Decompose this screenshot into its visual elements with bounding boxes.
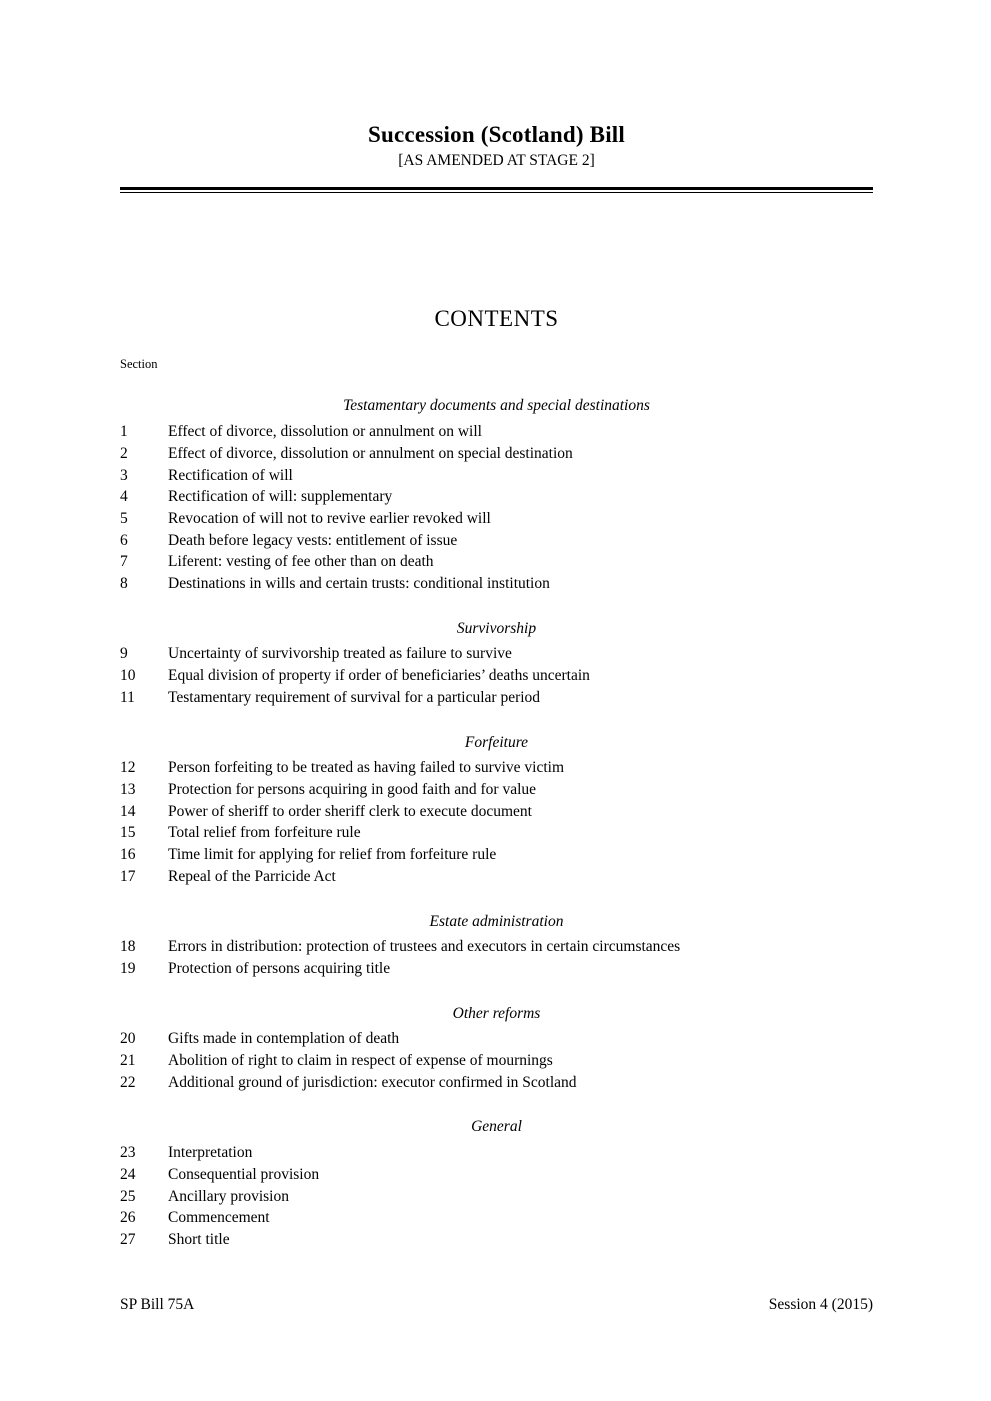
item-title: Power of sheriff to order sheriff clerk to execute document — [168, 802, 532, 820]
footer-session: Session 4 (2015) — [768, 1296, 873, 1313]
section-label: Section — [120, 357, 158, 372]
item-title: Additional ground of jurisdiction: executor confirmed in Scotland — [168, 1073, 577, 1091]
page-footer — [120, 1296, 873, 1315]
item-title: Errors in distribution: protection of trustees and executors in certain circumstances — [168, 938, 681, 956]
item-number: 21 — [120, 1052, 136, 1070]
table-row — [120, 508, 873, 530]
item-title: Interpretation — [168, 1144, 253, 1162]
item-number: 2 — [120, 444, 128, 462]
page-content — [120, 0, 873, 1251]
item-title: Protection for persons acquiring in good faith and for value — [168, 780, 537, 798]
table-row — [120, 443, 873, 465]
item-title: Commencement — [168, 1209, 270, 1227]
table-row — [120, 1072, 873, 1094]
item-number: 22 — [120, 1073, 136, 1091]
item-title: Abolition of right to claim in respect of expense of mournings — [168, 1052, 553, 1070]
item-number: 5 — [120, 509, 128, 527]
table-row — [120, 866, 873, 888]
item-title: Total relief from forfeiture rule — [168, 824, 361, 842]
table-row — [120, 1207, 873, 1229]
item-title: Repeal of the Parricide Act — [168, 867, 336, 885]
item-number: 6 — [120, 531, 128, 549]
group-heading: Testamentary documents and special destinations — [343, 397, 650, 415]
page-subtitle: [AS AMENDED AT STAGE 2] — [398, 151, 595, 169]
item-title: Person forfeiting to be treated as having failed to survive victim — [168, 759, 564, 777]
toc-group-estate-administration — [120, 911, 873, 980]
page-title: Succession (Scotland) Bill — [368, 122, 625, 147]
table-row — [120, 530, 873, 552]
item-number: 4 — [120, 488, 128, 506]
group-heading: Estate administration — [429, 912, 564, 930]
item-number: 12 — [120, 759, 136, 777]
item-number: 8 — [120, 575, 128, 593]
item-title: Testamentary requirement of survival for a particular period — [168, 688, 541, 706]
item-number: 18 — [120, 938, 136, 956]
item-number: 10 — [120, 667, 136, 685]
header-divider — [120, 187, 873, 193]
item-title: Effect of divorce, dissolution or annulment on will — [168, 423, 482, 441]
item-title: Revocation of will not to revive earlier revoked will — [168, 509, 491, 527]
item-number: 9 — [120, 645, 128, 663]
item-title: Time limit for applying for relief from forfeiture rule — [168, 846, 497, 864]
divider-thin-line — [120, 192, 873, 193]
item-number: 7 — [120, 553, 128, 571]
item-title: Consequential provision — [168, 1165, 320, 1183]
table-row — [120, 643, 873, 665]
item-number: 1 — [120, 423, 128, 441]
toc-group-other-reforms — [120, 1003, 873, 1094]
table-row — [120, 1164, 873, 1186]
table-row — [120, 665, 873, 687]
item-number: 23 — [120, 1144, 136, 1162]
table-row — [120, 936, 873, 958]
table-row — [120, 1028, 873, 1050]
item-number: 13 — [120, 780, 136, 798]
table-row — [120, 1186, 873, 1208]
item-number: 19 — [120, 959, 136, 977]
table-row — [120, 958, 873, 980]
item-number: 20 — [120, 1030, 136, 1048]
table-row — [120, 1050, 873, 1072]
contents-heading: CONTENTS — [434, 305, 559, 331]
table-row — [120, 801, 873, 823]
toc-group-survivorship — [120, 618, 873, 709]
item-number: 27 — [120, 1230, 136, 1248]
document-header — [120, 0, 873, 193]
table-row — [120, 1229, 873, 1251]
toc-group-general — [120, 1116, 873, 1250]
footer-bill-number: SP Bill 75A — [120, 1296, 195, 1313]
item-title: Short title — [168, 1230, 230, 1248]
item-number: 14 — [120, 802, 136, 820]
item-number: 15 — [120, 824, 136, 842]
group-heading: Forfeiture — [464, 733, 529, 751]
table-row — [120, 573, 873, 595]
item-title: Ancillary provision — [168, 1187, 289, 1205]
item-number: 26 — [120, 1209, 136, 1227]
item-title: Liferent: vesting of fee other than on death — [168, 553, 434, 571]
group-heading: Survivorship — [456, 619, 537, 637]
item-title: Rectification of will — [168, 466, 293, 484]
group-heading: Other reforms — [452, 1004, 541, 1022]
table-row — [120, 757, 873, 779]
item-title: Death before legacy vests: entitlement of issue — [168, 531, 458, 549]
table-row — [120, 421, 873, 443]
table-row — [120, 486, 873, 508]
item-number: 11 — [120, 688, 135, 706]
table-row — [120, 822, 873, 844]
table-row — [120, 465, 873, 487]
item-title: Gifts made in contemplation of death — [168, 1030, 400, 1048]
toc-group-forfeiture — [120, 732, 873, 888]
group-heading: General — [471, 1118, 522, 1136]
item-title: Destinations in wills and certain trusts: conditional institution — [168, 575, 550, 593]
item-title: Rectification of will: supplementary — [168, 488, 393, 506]
table-row — [120, 1142, 873, 1164]
item-number: 3 — [120, 466, 128, 484]
toc-group-testamentary — [120, 395, 873, 594]
item-number: 16 — [120, 846, 136, 864]
divider-thick-line — [120, 187, 873, 190]
item-number: 24 — [120, 1165, 136, 1183]
item-title: Protection of persons acquiring title — [168, 959, 391, 977]
item-number: 25 — [120, 1187, 136, 1205]
item-title: Uncertainty of survivorship treated as failure to survive — [168, 645, 512, 663]
table-row — [120, 779, 873, 801]
item-title: Effect of divorce, dissolution or annulment on special destination — [168, 444, 573, 462]
item-title: Equal division of property if order of beneficiaries’ deaths uncertain — [168, 667, 590, 685]
table-row — [120, 844, 873, 866]
item-number: 17 — [120, 867, 136, 885]
table-row — [120, 551, 873, 573]
table-row — [120, 687, 873, 709]
